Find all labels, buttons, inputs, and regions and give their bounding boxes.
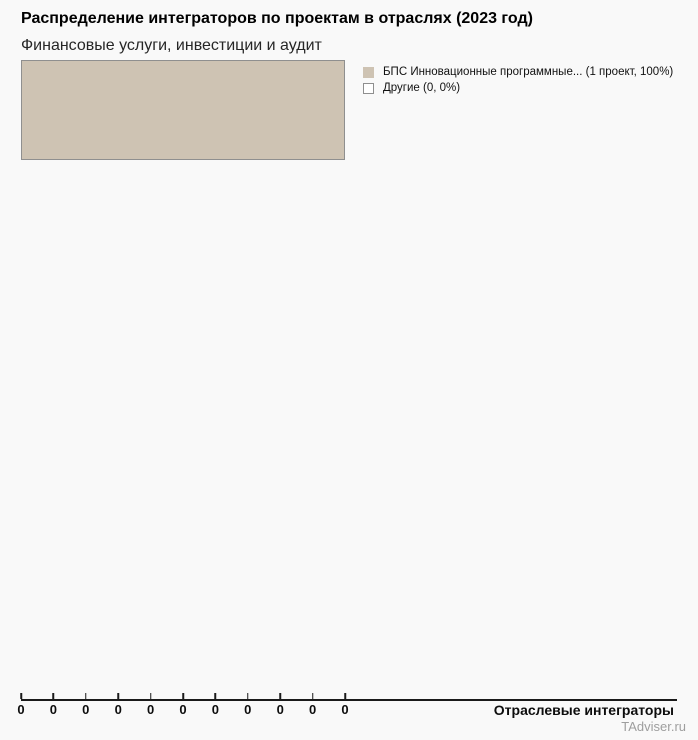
legend-color-swatch xyxy=(363,67,374,78)
x-axis-label: Отраслевые интеграторы xyxy=(493,702,674,718)
x-axis-tick xyxy=(312,693,314,699)
x-axis-tick-label: 0 xyxy=(146,702,155,717)
x-axis-tick xyxy=(182,693,184,699)
x-axis-tick-label: 0 xyxy=(341,702,349,717)
x-axis-tick xyxy=(117,693,119,699)
legend-label: Другие (0, 0%) xyxy=(383,82,461,94)
x-axis-tick-label: 0 xyxy=(82,702,90,717)
x-axis-tick xyxy=(279,693,281,699)
x-axis-tick xyxy=(20,693,22,699)
x-axis-tick-label: 0 xyxy=(179,702,187,717)
x-axis-tick-label: 0 xyxy=(308,702,317,717)
x-axis-tick-label: 0 xyxy=(211,702,220,717)
x-axis-tick xyxy=(150,693,152,699)
bar-segment-bps-100pct xyxy=(21,60,345,160)
x-axis-line xyxy=(21,699,677,701)
legend-color-swatch xyxy=(363,83,374,94)
x-axis-tick xyxy=(53,693,55,699)
x-axis-tick-label: 0 xyxy=(276,702,284,717)
x-axis-tick xyxy=(85,693,87,699)
chart-title: Распределение интеграторов по проектам в отраслях (2023 год) xyxy=(21,10,533,27)
tadviser-watermark: TAdviser.ru xyxy=(621,719,686,734)
legend-item xyxy=(363,64,673,80)
x-axis-tick-label: 0 xyxy=(114,702,122,717)
x-axis-tick-label: 0 xyxy=(244,702,252,717)
legend-item xyxy=(363,80,673,96)
chart-subtitle: Финансовые услуги, инвестиции и аудит xyxy=(21,37,322,54)
x-axis-tick xyxy=(247,693,249,699)
legend xyxy=(363,64,673,96)
legend-label: БПС Инновационные программные... (1 проект, 100%) xyxy=(383,66,674,78)
x-axis-tick xyxy=(344,693,346,699)
x-axis-tick-label: 0 xyxy=(49,702,58,717)
x-axis-tick xyxy=(215,693,217,699)
x-axis-tick-label: 0 xyxy=(17,702,25,717)
